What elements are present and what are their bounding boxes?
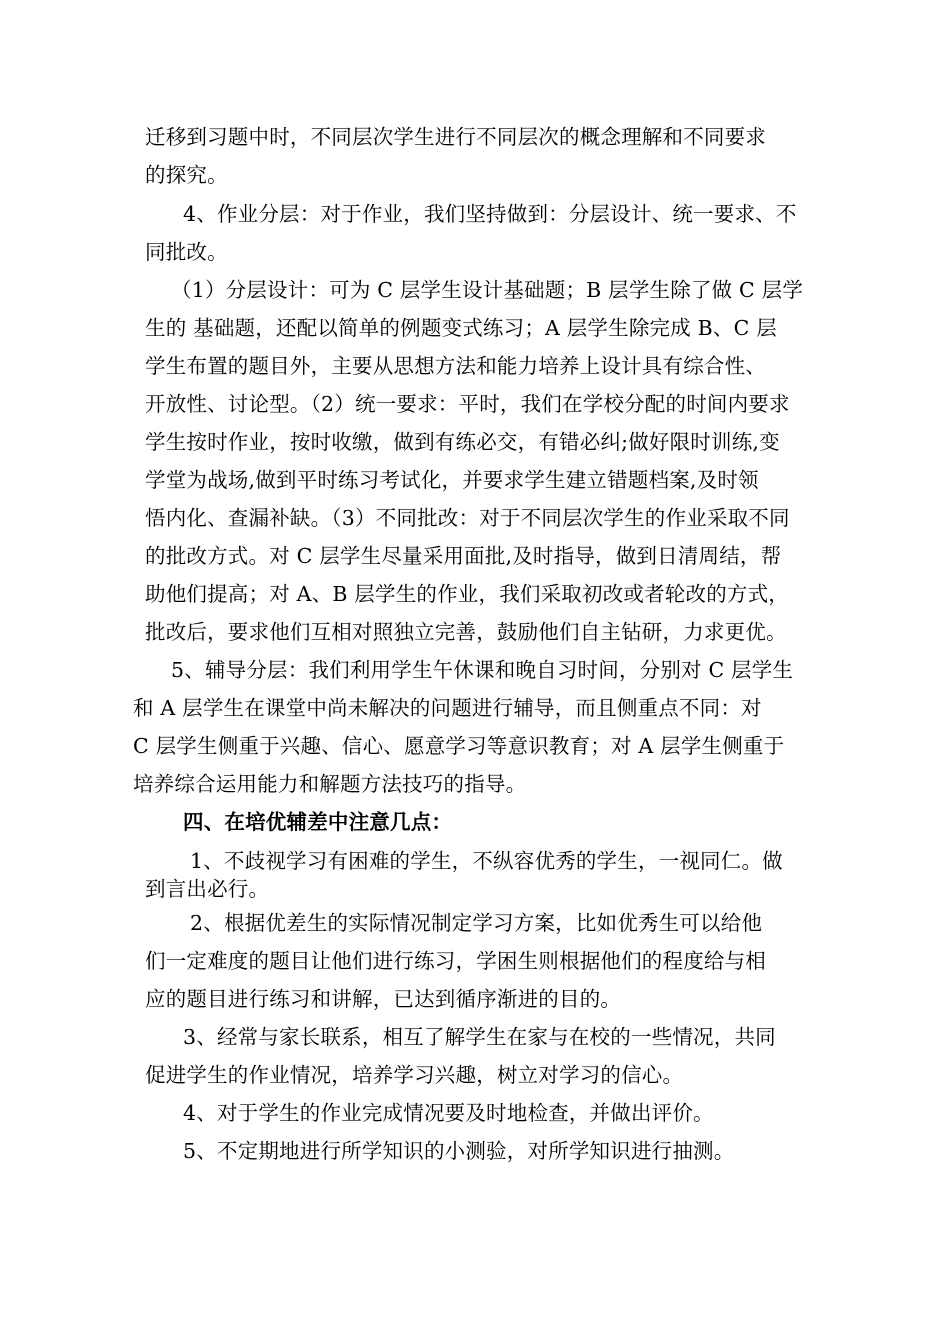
text-line: 应的题目进行练习和讲解，已达到循序渐进的目的。 [145, 987, 622, 1011]
text-line: 促进学生的作业情况，培养学习兴趣，树立对学习的信心。 [145, 1063, 684, 1087]
text-line: 生的 基础题，还配以简单的例题变式练习；A 层学生除完成 B、C 层 [145, 316, 777, 340]
text-line: 的批改方式。对 C 层学生尽量采用面批,及时指导，做到日清周结，帮 [145, 544, 782, 568]
text-line: 2、根据优差生的实际情况制定学习方案，比如优秀生可以给他 [190, 911, 763, 935]
text-line: 5、辅导分层：我们利用学生午休课和晚自习时间，分别对 C 层学生 [171, 658, 794, 682]
text-line: 开放性、讨论型。（2）统一要求：平时，我们在学校分配的时间内要求 [145, 392, 790, 416]
text-line: 的探究。 [145, 163, 228, 187]
text-line: （1）分层设计：可为 C 层学生设计基础题；B 层学生除了做 C 层学 [171, 278, 804, 302]
text-line: 到言出必行。 [145, 877, 270, 901]
text-line: 同批改。 [145, 240, 228, 264]
text-line: 培养综合运用能力和解题方法技巧的指导。 [133, 772, 527, 796]
section-heading: 四、在培优辅差中注意几点： [183, 810, 453, 834]
text-line: 迁移到习题中时，不同层次学生进行不同层次的概念理解和不同要求 [145, 125, 766, 149]
text-line: 悟内化、查漏补缺。（3）不同批改：对于不同层次学生的作业采取不同 [145, 506, 790, 530]
text-line: 学生布置的题目外，主要从思想方法和能力培养上设计具有综合性、 [145, 354, 766, 378]
text-line: 5、不定期地进行所学知识的小测验，对所学知识进行抽测。 [183, 1139, 735, 1163]
text-line: 3、经常与家长联系，相互了解学生在家与在校的一些情况，共同 [183, 1025, 776, 1049]
text-line: 批改后，要求他们互相对照独立完善，鼓励他们自主钻研，力求更优。 [145, 620, 787, 644]
text-line: 4、对于学生的作业完成情况要及时地检查，并做出评价。 [183, 1101, 714, 1125]
text-line: 4、作业分层：对于作业，我们坚持做到：分层设计、统一要求、不 [183, 202, 797, 226]
text-line: 学生按时作业，按时收缴，做到有练必交，有错必纠;做好限时训练,变 [145, 430, 780, 454]
text-line: 们一定难度的题目让他们进行练习，学困生则根据他们的程度给与相 [145, 949, 766, 973]
text-line: 助他们提高；对 A、B 层学生的作业，我们采取初改或者轮改的方式， [145, 582, 789, 606]
text-line: 和 A 层学生在课堂中尚未解决的问题进行辅导，而且侧重点不同：对 [133, 696, 762, 720]
text-line: C 层学生侧重于兴趣、信心、愿意学习等意识教育；对 A 层学生侧重于 [133, 734, 785, 758]
text-line: 学堂为战场,做到平时练习考试化，并要求学生建立错题档案,及时领 [145, 468, 759, 492]
text-line: 1、不歧视学习有困难的学生，不纵容优秀的学生，一视同仁。做 [190, 849, 783, 873]
